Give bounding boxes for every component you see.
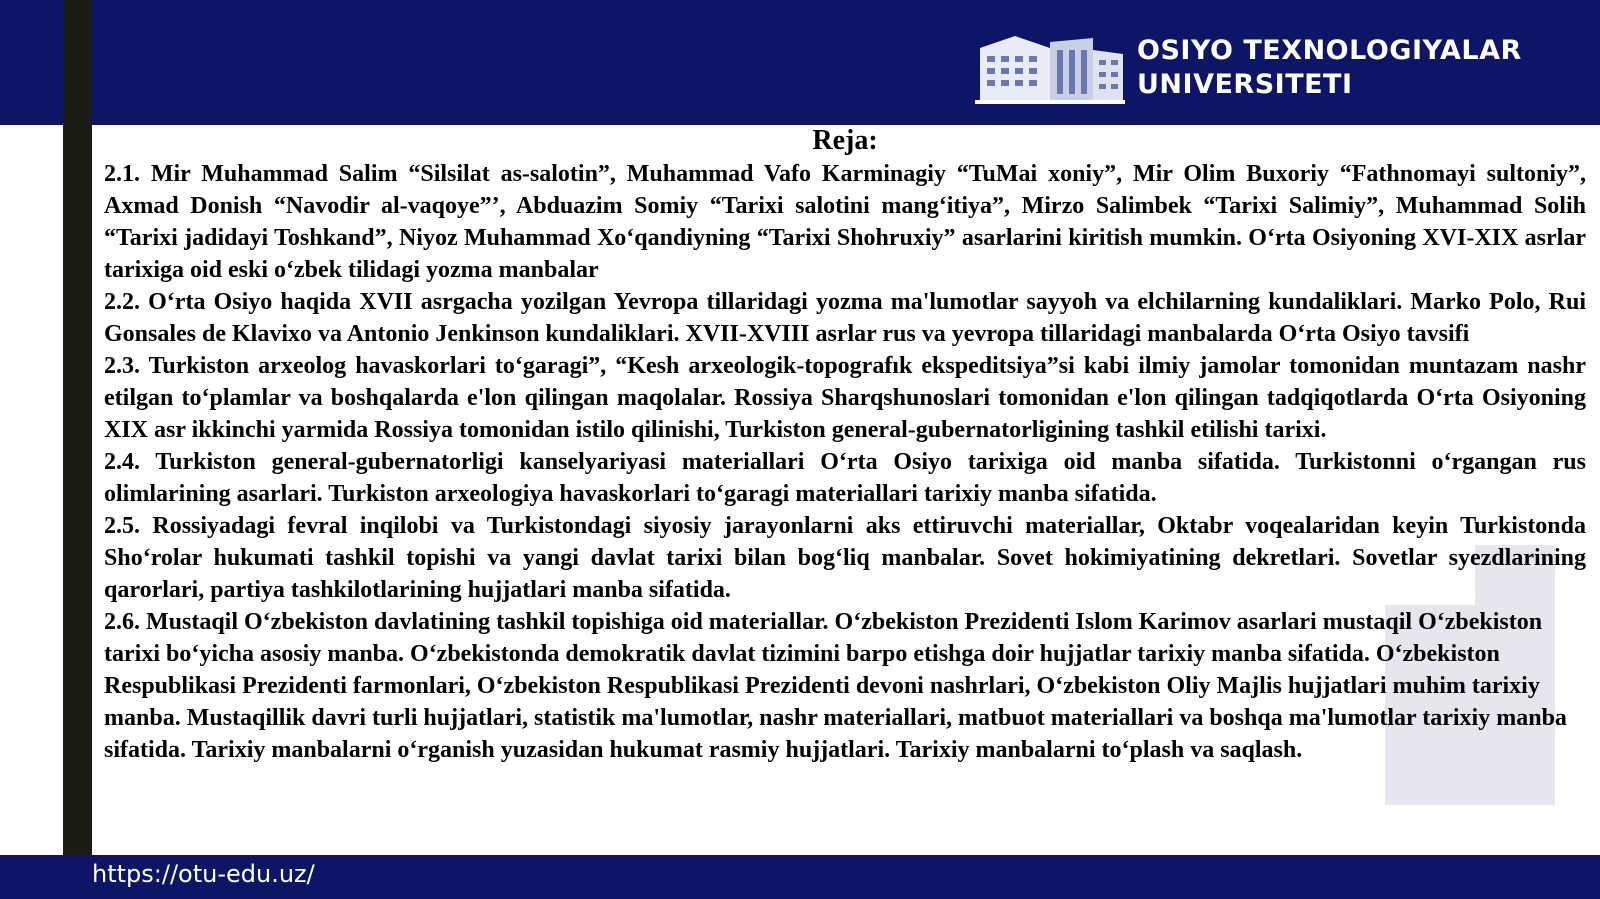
plan-item-2-5: 2.5. Rossiyadagi fevral inqilobi va Turkistondagi siyosiy jarayonlarni aks ettiruvchi materiallar, Oktabr voqealaridan keyin Turkistonda Sho‘rolar hukumati tashkil topishi va yangi davlat tarixi bilan bog‘liq manbalar. Sovet hokimiyatining dekretlari. Sovetlar syezdlarining qarorlari, partiya tashkilotlarining hujjatlari manba sifatida.	[104, 513, 1586, 603]
plan-item-2-3: 2.3. Turkiston arxeolog havaskorlari to‘garagi”, “Kesh arxeologik-topografık ekspeditsiya”si kabi ilmiy jamolar tomonidan muntazam nashr etilgan to‘plamlar va boshqalarda e'lon qilingan maqolalar. Rossiya Sharqshunoslari tomonidan e'lon qilingan tadqiqotlarda O‘rta Osiyoning XIX asr ikkinchi yarmida Rossiya tomonidan istilo qilinishi, Turkiston general-gubernatorligining tashkil etilishi tarixi.	[104, 353, 1586, 443]
plan-content	[104, 124, 1586, 854]
website-link[interactable]: https://otu-edu.uz/	[92, 860, 315, 888]
left-accent-bar	[63, 0, 92, 899]
university-logo	[975, 28, 1575, 106]
plan-item-2-6: 2.6. Mustaqil O‘zbekiston davlatining tashkil topishiga oid materiallar. O‘zbekiston Prezidenti Islom Karimov asarlari mustaqil O‘zbekiston tarixi bo‘yicha asosiy manba. O‘zbekistonda demokratik davlat tizimini barpo etishga doir hujjatlar tarixiy manba sifatida. O‘zbekiston Respublikasi Prezidenti farmonlari, O‘zbekiston Respublikasi Prezidenti devoni nashrlari, O‘zbekiston Oliy Majlis hujjatlari muhim tarixiy manba. Mustaqillik davri turli hujjatlari, statistik ma'lumotlar, nashr materiallari, matbuot materiallari va boshqa ma'lumotlar tarixiy manba sifatida. Tarixiy manbalarni o‘rganish yuzasidan hukumat rasmiy hujjatlari. Tarixiy manbalarni to‘plash va saqlash.	[104, 609, 1567, 763]
plan-item-2-4: 2.4. Turkiston general-gubernatorligi kanselyariyasi materiallari O‘rta Osiyo tarixiga oid manba sifatida. Turkistonni o‘rgangan rus olimlarining asarlari. Turkiston arxeologiya havaskorlari to‘garagi materiallari tarixiy manba sifatida.	[104, 449, 1586, 507]
university-name-line2: UNIVERSITETI	[1137, 69, 1353, 100]
building-icon	[975, 28, 1125, 104]
university-name-line1: OSIYO TEXNOLOGIYALAR	[1137, 35, 1522, 66]
plan-item-2-1: 2.1. Mir Muhammad Salim “Silsilat as-salotin”, Muhammad Vafo Karminagiy “TuMai xoniy”, Mir Olim Buxoriy “Fathnomayi sultoniy”, Axmad Donish “Navodir al-vaqoye”’, Abduazim Somiy “Tarixi salotini mang‘itiya”, Mirzo Salimbek “Tarixi Salimiy”, Muhammad Solih “Tarixi jadidayi Toshkand”, Niyoz Muhammad Xo‘qandiyning “Tarixi Shohruxiy” asarlarini kiritish mumkin. O‘rta Osiyoning XVI-XIX asrlar tarixiga oid eski o‘zbek tilidagi yozma manbalar	[104, 161, 1586, 283]
plan-item-2-2: 2.2. O‘rta Osiyo haqida XVII asrgacha yozilgan Yevropa tillaridagi yozma ma'lumotlar sayyoh va elchilarning kundaliklari. Marko Polo, Rui Gonsales de Klavixo va Antonio Jenkinson kundaliklari. XVII-XVIII asrlar rus va yevropa tillaridagi manbalarda O‘rta Osiyo tavsifi	[104, 289, 1586, 347]
page-title: Reja:	[812, 125, 878, 156]
university-name	[1137, 34, 1522, 102]
